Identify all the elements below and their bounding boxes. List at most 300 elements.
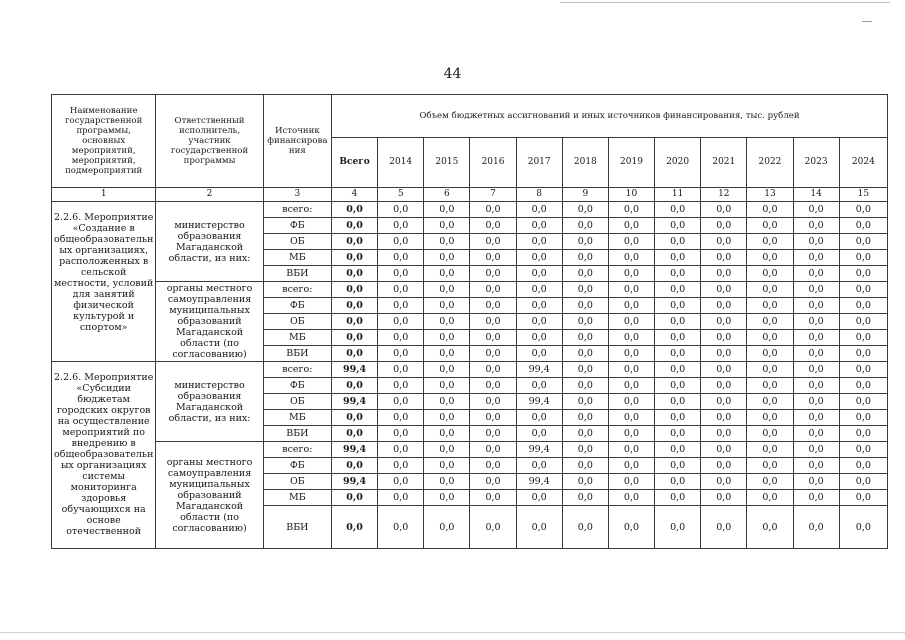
year-value-cell: 0,0 bbox=[470, 458, 516, 474]
funding-source-cell: МБ bbox=[263, 330, 331, 346]
year-value-cell: 0,0 bbox=[562, 442, 608, 458]
year-value-cell: 0,0 bbox=[608, 394, 654, 410]
year-value-cell: 0,0 bbox=[655, 346, 701, 362]
year-value-cell: 0,0 bbox=[424, 218, 470, 234]
year-value-cell: 0,0 bbox=[747, 234, 793, 250]
year-value-cell: 0,0 bbox=[424, 362, 470, 378]
year-value-cell: 0,0 bbox=[608, 314, 654, 330]
year-value-cell: 0,0 bbox=[516, 202, 562, 218]
funding-source-cell: всего: bbox=[263, 442, 331, 458]
year-value-cell: 0,0 bbox=[701, 314, 747, 330]
year-value-cell: 0,0 bbox=[424, 394, 470, 410]
year-value-cell: 0,0 bbox=[608, 218, 654, 234]
year-value-cell: 0,0 bbox=[562, 426, 608, 442]
header-year-cell: 2023 bbox=[793, 138, 839, 188]
year-value-cell: 0,0 bbox=[562, 362, 608, 378]
year-value-cell: 0,0 bbox=[562, 202, 608, 218]
year-value-cell: 0,0 bbox=[608, 410, 654, 426]
total-cell: 99,4 bbox=[331, 362, 377, 378]
year-value-cell: 0,0 bbox=[793, 346, 839, 362]
year-value-cell: 0,0 bbox=[747, 410, 793, 426]
year-value-cell: 0,0 bbox=[655, 218, 701, 234]
scan-edge-line bbox=[560, 2, 890, 3]
year-value-cell: 0,0 bbox=[655, 266, 701, 282]
year-value-cell: 0,0 bbox=[424, 250, 470, 266]
funding-source-cell: ФБ bbox=[263, 218, 331, 234]
page-number: 44 bbox=[443, 66, 462, 82]
year-value-cell: 0,0 bbox=[516, 346, 562, 362]
year-value-cell: 0,0 bbox=[701, 282, 747, 298]
year-value-cell: 0,0 bbox=[378, 314, 424, 330]
year-value-cell: 0,0 bbox=[562, 490, 608, 506]
year-value-cell: 0,0 bbox=[701, 378, 747, 394]
year-value-cell: 0,0 bbox=[747, 250, 793, 266]
year-value-cell: 0,0 bbox=[470, 474, 516, 490]
year-value-cell: 0,0 bbox=[378, 442, 424, 458]
year-value-cell: 0,0 bbox=[747, 362, 793, 378]
total-cell: 99,4 bbox=[331, 442, 377, 458]
header-year-cell: 2022 bbox=[747, 138, 793, 188]
year-value-cell: 0,0 bbox=[747, 490, 793, 506]
funding-source-cell: ОБ bbox=[263, 234, 331, 250]
year-value-cell: 0,0 bbox=[701, 490, 747, 506]
year-value-cell: 0,0 bbox=[608, 282, 654, 298]
year-value-cell: 0,0 bbox=[793, 506, 839, 549]
total-cell: 0,0 bbox=[331, 234, 377, 250]
year-value-cell: 0,0 bbox=[701, 442, 747, 458]
year-value-cell: 0,0 bbox=[839, 266, 887, 282]
year-value-cell: 0,0 bbox=[378, 250, 424, 266]
header-volume-title: Объем бюджетных ассигнований и иных источников финансирования, тыс. рублей bbox=[331, 95, 887, 138]
year-value-cell: 0,0 bbox=[655, 330, 701, 346]
funding-source-cell: всего: bbox=[263, 362, 331, 378]
total-cell: 0,0 bbox=[331, 410, 377, 426]
year-value-cell: 0,0 bbox=[839, 346, 887, 362]
year-value-cell: 0,0 bbox=[793, 474, 839, 490]
year-value-cell: 0,0 bbox=[378, 266, 424, 282]
year-value-cell: 0,0 bbox=[655, 378, 701, 394]
year-value-cell: 0,0 bbox=[562, 346, 608, 362]
funding-source-cell: ВБИ bbox=[263, 506, 331, 549]
measure-name-cell: 2.2.6. Мероприятие «Создание в общеобразовательн ых организациях, расположенных в сельской местности, условий для занятий физической культурой и спортом» bbox=[52, 202, 156, 362]
column-number-cell: 2 bbox=[156, 188, 263, 202]
year-value-cell: 0,0 bbox=[701, 330, 747, 346]
year-value-cell: 0,0 bbox=[793, 234, 839, 250]
year-value-cell: 0,0 bbox=[701, 202, 747, 218]
year-value-cell: 0,0 bbox=[608, 346, 654, 362]
year-value-cell: 0,0 bbox=[562, 378, 608, 394]
year-value-cell: 0,0 bbox=[424, 330, 470, 346]
year-value-cell: 0,0 bbox=[424, 202, 470, 218]
year-value-cell: 0,0 bbox=[470, 282, 516, 298]
year-value-cell: 0,0 bbox=[747, 346, 793, 362]
year-value-cell: 0,0 bbox=[424, 266, 470, 282]
year-value-cell: 0,0 bbox=[608, 378, 654, 394]
year-value-cell: 0,0 bbox=[655, 314, 701, 330]
year-value-cell: 0,0 bbox=[424, 490, 470, 506]
year-value-cell: 0,0 bbox=[516, 426, 562, 442]
year-value-cell: 0,0 bbox=[701, 458, 747, 474]
year-value-cell: 0,0 bbox=[424, 234, 470, 250]
table-row bbox=[52, 362, 888, 378]
year-value-cell: 0,0 bbox=[516, 490, 562, 506]
year-value-cell: 0,0 bbox=[701, 346, 747, 362]
year-value-cell: 0,0 bbox=[839, 394, 887, 410]
year-value-cell: 0,0 bbox=[378, 282, 424, 298]
year-value-cell: 0,0 bbox=[793, 298, 839, 314]
year-value-cell: 0,0 bbox=[608, 234, 654, 250]
year-value-cell: 0,0 bbox=[839, 218, 887, 234]
year-value-cell: 0,0 bbox=[470, 410, 516, 426]
column-number-row bbox=[52, 188, 888, 202]
year-value-cell: 0,0 bbox=[655, 282, 701, 298]
year-value-cell: 0,0 bbox=[516, 266, 562, 282]
column-number-cell: 7 bbox=[470, 188, 516, 202]
funding-source-cell: МБ bbox=[263, 250, 331, 266]
year-value-cell: 0,0 bbox=[839, 506, 887, 549]
year-value-cell: 0,0 bbox=[655, 442, 701, 458]
year-value-cell: 0,0 bbox=[608, 426, 654, 442]
year-value-cell: 0,0 bbox=[608, 506, 654, 549]
total-cell: 0,0 bbox=[331, 426, 377, 442]
year-value-cell: 0,0 bbox=[608, 362, 654, 378]
year-value-cell: 0,0 bbox=[424, 378, 470, 394]
header-name-cell: Наименование государственной программы, основных мероприятий, мероприятий, подмероприятий bbox=[52, 95, 156, 188]
year-value-cell: 0,0 bbox=[655, 458, 701, 474]
year-value-cell: 0,0 bbox=[562, 458, 608, 474]
total-cell: 0,0 bbox=[331, 218, 377, 234]
year-value-cell: 0,0 bbox=[747, 442, 793, 458]
year-value-cell: 0,0 bbox=[608, 490, 654, 506]
table-row bbox=[52, 202, 888, 218]
year-value-cell: 0,0 bbox=[747, 378, 793, 394]
year-value-cell: 0,0 bbox=[562, 298, 608, 314]
funding-source-cell: ОБ bbox=[263, 394, 331, 410]
column-number-cell: 11 bbox=[655, 188, 701, 202]
column-number-cell: 4 bbox=[331, 188, 377, 202]
year-value-cell: 0,0 bbox=[470, 394, 516, 410]
year-value-cell: 0,0 bbox=[378, 394, 424, 410]
year-value-cell: 0,0 bbox=[470, 266, 516, 282]
header-year-cell: 2017 bbox=[516, 138, 562, 188]
year-value-cell: 0,0 bbox=[470, 362, 516, 378]
year-value-cell: 99,4 bbox=[516, 362, 562, 378]
year-value-cell: 0,0 bbox=[378, 330, 424, 346]
year-value-cell: 0,0 bbox=[470, 378, 516, 394]
year-value-cell: 0,0 bbox=[747, 314, 793, 330]
year-value-cell: 0,0 bbox=[655, 426, 701, 442]
scan-mark bbox=[862, 21, 872, 22]
year-value-cell: 0,0 bbox=[516, 410, 562, 426]
year-value-cell: 0,0 bbox=[747, 394, 793, 410]
column-number-cell: 1 bbox=[52, 188, 156, 202]
year-value-cell: 0,0 bbox=[378, 506, 424, 549]
total-cell: 0,0 bbox=[331, 202, 377, 218]
financing-table bbox=[51, 94, 888, 549]
year-value-cell: 0,0 bbox=[747, 458, 793, 474]
funding-source-cell: ФБ bbox=[263, 458, 331, 474]
year-value-cell: 0,0 bbox=[839, 378, 887, 394]
funding-source-cell: всего: bbox=[263, 282, 331, 298]
year-value-cell: 0,0 bbox=[424, 426, 470, 442]
total-cell: 99,4 bbox=[331, 474, 377, 490]
year-value-cell: 0,0 bbox=[747, 202, 793, 218]
column-number-cell: 8 bbox=[516, 188, 562, 202]
year-value-cell: 0,0 bbox=[747, 282, 793, 298]
year-value-cell: 0,0 bbox=[793, 250, 839, 266]
year-value-cell: 0,0 bbox=[839, 362, 887, 378]
year-value-cell: 0,0 bbox=[655, 234, 701, 250]
year-value-cell: 0,0 bbox=[839, 490, 887, 506]
year-value-cell: 0,0 bbox=[701, 506, 747, 549]
year-value-cell: 0,0 bbox=[793, 314, 839, 330]
year-value-cell: 0,0 bbox=[701, 426, 747, 442]
total-cell: 99,4 bbox=[331, 394, 377, 410]
column-number-cell: 6 bbox=[424, 188, 470, 202]
year-value-cell: 0,0 bbox=[516, 506, 562, 549]
year-value-cell: 0,0 bbox=[608, 266, 654, 282]
responsible-cell: органы местного самоуправления муниципальных образований Магаданской области (по согласованию) bbox=[156, 282, 263, 362]
responsible-cell: министерство образования Магаданской области, из них: bbox=[156, 202, 263, 282]
funding-source-cell: ВБИ bbox=[263, 426, 331, 442]
year-value-cell: 0,0 bbox=[470, 490, 516, 506]
year-value-cell: 0,0 bbox=[562, 474, 608, 490]
year-value-cell: 0,0 bbox=[839, 234, 887, 250]
column-number-cell: 14 bbox=[793, 188, 839, 202]
year-value-cell: 0,0 bbox=[655, 506, 701, 549]
responsible-cell: министерство образования Магаданской области, из них: bbox=[156, 362, 263, 442]
header-year-cell: 2024 bbox=[839, 138, 887, 188]
year-value-cell: 0,0 bbox=[470, 234, 516, 250]
year-value-cell: 0,0 bbox=[378, 426, 424, 442]
header-source-cell: Источник финансирова ния bbox=[263, 95, 331, 188]
year-value-cell: 0,0 bbox=[608, 250, 654, 266]
year-value-cell: 0,0 bbox=[378, 346, 424, 362]
year-value-cell: 0,0 bbox=[562, 394, 608, 410]
year-value-cell: 0,0 bbox=[608, 458, 654, 474]
year-value-cell: 0,0 bbox=[470, 218, 516, 234]
scan-bottom-line bbox=[0, 632, 905, 633]
header-total-cell: Всего bbox=[331, 138, 377, 188]
year-value-cell: 0,0 bbox=[839, 298, 887, 314]
year-value-cell: 0,0 bbox=[470, 346, 516, 362]
table-row bbox=[52, 442, 888, 458]
year-value-cell: 0,0 bbox=[378, 362, 424, 378]
year-value-cell: 0,0 bbox=[793, 490, 839, 506]
year-value-cell: 0,0 bbox=[701, 266, 747, 282]
header-year-cell: 2020 bbox=[655, 138, 701, 188]
year-value-cell: 0,0 bbox=[655, 394, 701, 410]
total-cell: 0,0 bbox=[331, 266, 377, 282]
year-value-cell: 0,0 bbox=[608, 202, 654, 218]
total-cell: 0,0 bbox=[331, 458, 377, 474]
year-value-cell: 0,0 bbox=[747, 298, 793, 314]
column-number-cell: 5 bbox=[378, 188, 424, 202]
year-value-cell: 99,4 bbox=[516, 474, 562, 490]
year-value-cell: 0,0 bbox=[470, 298, 516, 314]
year-value-cell: 0,0 bbox=[839, 314, 887, 330]
year-value-cell: 0,0 bbox=[424, 282, 470, 298]
year-value-cell: 0,0 bbox=[378, 410, 424, 426]
total-cell: 0,0 bbox=[331, 346, 377, 362]
year-value-cell: 0,0 bbox=[747, 426, 793, 442]
year-value-cell: 0,0 bbox=[470, 506, 516, 549]
funding-source-cell: МБ bbox=[263, 410, 331, 426]
year-value-cell: 0,0 bbox=[562, 330, 608, 346]
year-value-cell: 0,0 bbox=[378, 474, 424, 490]
year-value-cell: 0,0 bbox=[562, 506, 608, 549]
year-value-cell: 0,0 bbox=[516, 234, 562, 250]
header-responsible-cell: Ответственный исполнитель, участник государственной программы bbox=[156, 95, 263, 188]
year-value-cell: 0,0 bbox=[701, 394, 747, 410]
year-value-cell: 0,0 bbox=[701, 218, 747, 234]
funding-source-cell: ФБ bbox=[263, 298, 331, 314]
year-value-cell: 0,0 bbox=[747, 330, 793, 346]
funding-source-cell: ФБ bbox=[263, 378, 331, 394]
column-number-cell: 15 bbox=[839, 188, 887, 202]
total-cell: 0,0 bbox=[331, 298, 377, 314]
year-value-cell: 0,0 bbox=[470, 426, 516, 442]
year-value-cell: 0,0 bbox=[608, 298, 654, 314]
year-value-cell: 0,0 bbox=[378, 234, 424, 250]
year-value-cell: 0,0 bbox=[378, 490, 424, 506]
year-value-cell: 0,0 bbox=[839, 458, 887, 474]
total-cell: 0,0 bbox=[331, 330, 377, 346]
measure-name-cell: 2.2.6. Мероприятие «Субсидии бюджетам городских округов на осуществление мероприятий по внедрению в общеобразовательн ых организациях системы мониторинга здоровья обучающихся на основе отечественной bbox=[52, 362, 156, 549]
year-value-cell: 0,0 bbox=[516, 378, 562, 394]
year-value-cell: 0,0 bbox=[562, 282, 608, 298]
year-value-cell: 0,0 bbox=[608, 474, 654, 490]
year-value-cell: 0,0 bbox=[470, 202, 516, 218]
year-value-cell: 99,4 bbox=[516, 442, 562, 458]
year-value-cell: 0,0 bbox=[793, 362, 839, 378]
funding-source-cell: всего: bbox=[263, 202, 331, 218]
year-value-cell: 0,0 bbox=[655, 474, 701, 490]
year-value-cell: 0,0 bbox=[839, 250, 887, 266]
year-value-cell: 0,0 bbox=[839, 410, 887, 426]
year-value-cell: 0,0 bbox=[516, 218, 562, 234]
header-year-cell: 2015 bbox=[424, 138, 470, 188]
year-value-cell: 0,0 bbox=[562, 250, 608, 266]
table-body bbox=[52, 95, 888, 549]
year-value-cell: 0,0 bbox=[562, 218, 608, 234]
table-row bbox=[52, 282, 888, 298]
total-cell: 0,0 bbox=[331, 378, 377, 394]
year-value-cell: 0,0 bbox=[516, 298, 562, 314]
year-value-cell: 0,0 bbox=[793, 330, 839, 346]
year-value-cell: 0,0 bbox=[516, 314, 562, 330]
year-value-cell: 0,0 bbox=[424, 346, 470, 362]
year-value-cell: 0,0 bbox=[793, 266, 839, 282]
header-year-cell: 2016 bbox=[470, 138, 516, 188]
header-year-cell: 2021 bbox=[701, 138, 747, 188]
year-value-cell: 0,0 bbox=[424, 474, 470, 490]
year-value-cell: 0,0 bbox=[793, 442, 839, 458]
year-value-cell: 0,0 bbox=[655, 298, 701, 314]
column-number-cell: 10 bbox=[608, 188, 654, 202]
year-value-cell: 0,0 bbox=[793, 218, 839, 234]
year-value-cell: 0,0 bbox=[470, 330, 516, 346]
year-value-cell: 0,0 bbox=[655, 362, 701, 378]
year-value-cell: 99,4 bbox=[516, 394, 562, 410]
year-value-cell: 0,0 bbox=[747, 266, 793, 282]
year-value-cell: 0,0 bbox=[655, 250, 701, 266]
funding-source-cell: ВБИ bbox=[263, 346, 331, 362]
year-value-cell: 0,0 bbox=[608, 330, 654, 346]
funding-source-cell: ВБИ bbox=[263, 266, 331, 282]
year-value-cell: 0,0 bbox=[655, 410, 701, 426]
year-value-cell: 0,0 bbox=[701, 410, 747, 426]
column-number-cell: 3 bbox=[263, 188, 331, 202]
year-value-cell: 0,0 bbox=[608, 442, 654, 458]
year-value-cell: 0,0 bbox=[793, 410, 839, 426]
year-value-cell: 0,0 bbox=[793, 202, 839, 218]
year-value-cell: 0,0 bbox=[516, 458, 562, 474]
year-value-cell: 0,0 bbox=[655, 202, 701, 218]
year-value-cell: 0,0 bbox=[424, 442, 470, 458]
total-cell: 0,0 bbox=[331, 490, 377, 506]
year-value-cell: 0,0 bbox=[424, 298, 470, 314]
year-value-cell: 0,0 bbox=[562, 314, 608, 330]
year-value-cell: 0,0 bbox=[516, 330, 562, 346]
funding-source-cell: ОБ bbox=[263, 474, 331, 490]
column-number-cell: 12 bbox=[701, 188, 747, 202]
header-year-cell: 2018 bbox=[562, 138, 608, 188]
year-value-cell: 0,0 bbox=[424, 314, 470, 330]
year-value-cell: 0,0 bbox=[562, 410, 608, 426]
header-year-cell: 2019 bbox=[608, 138, 654, 188]
year-value-cell: 0,0 bbox=[655, 490, 701, 506]
total-cell: 0,0 bbox=[331, 250, 377, 266]
funding-source-cell: ОБ bbox=[263, 314, 331, 330]
year-value-cell: 0,0 bbox=[839, 442, 887, 458]
header-row bbox=[52, 95, 888, 138]
year-value-cell: 0,0 bbox=[562, 234, 608, 250]
year-value-cell: 0,0 bbox=[793, 378, 839, 394]
total-cell: 0,0 bbox=[331, 506, 377, 549]
year-value-cell: 0,0 bbox=[839, 330, 887, 346]
header-year-cell: 2014 bbox=[378, 138, 424, 188]
funding-source-cell: МБ bbox=[263, 490, 331, 506]
year-value-cell: 0,0 bbox=[839, 202, 887, 218]
year-value-cell: 0,0 bbox=[470, 250, 516, 266]
total-cell: 0,0 bbox=[331, 282, 377, 298]
year-value-cell: 0,0 bbox=[378, 218, 424, 234]
year-value-cell: 0,0 bbox=[701, 298, 747, 314]
year-value-cell: 0,0 bbox=[747, 506, 793, 549]
column-number-cell: 9 bbox=[562, 188, 608, 202]
year-value-cell: 0,0 bbox=[793, 282, 839, 298]
year-value-cell: 0,0 bbox=[378, 378, 424, 394]
year-value-cell: 0,0 bbox=[839, 282, 887, 298]
year-value-cell: 0,0 bbox=[516, 250, 562, 266]
year-value-cell: 0,0 bbox=[378, 202, 424, 218]
total-cell: 0,0 bbox=[331, 314, 377, 330]
year-value-cell: 0,0 bbox=[839, 426, 887, 442]
year-value-cell: 0,0 bbox=[470, 314, 516, 330]
year-value-cell: 0,0 bbox=[424, 506, 470, 549]
year-value-cell: 0,0 bbox=[793, 426, 839, 442]
year-value-cell: 0,0 bbox=[470, 442, 516, 458]
year-value-cell: 0,0 bbox=[424, 458, 470, 474]
year-value-cell: 0,0 bbox=[747, 474, 793, 490]
year-value-cell: 0,0 bbox=[839, 474, 887, 490]
year-value-cell: 0,0 bbox=[378, 298, 424, 314]
year-value-cell: 0,0 bbox=[701, 362, 747, 378]
column-number-cell: 13 bbox=[747, 188, 793, 202]
year-value-cell: 0,0 bbox=[701, 474, 747, 490]
year-value-cell: 0,0 bbox=[793, 394, 839, 410]
